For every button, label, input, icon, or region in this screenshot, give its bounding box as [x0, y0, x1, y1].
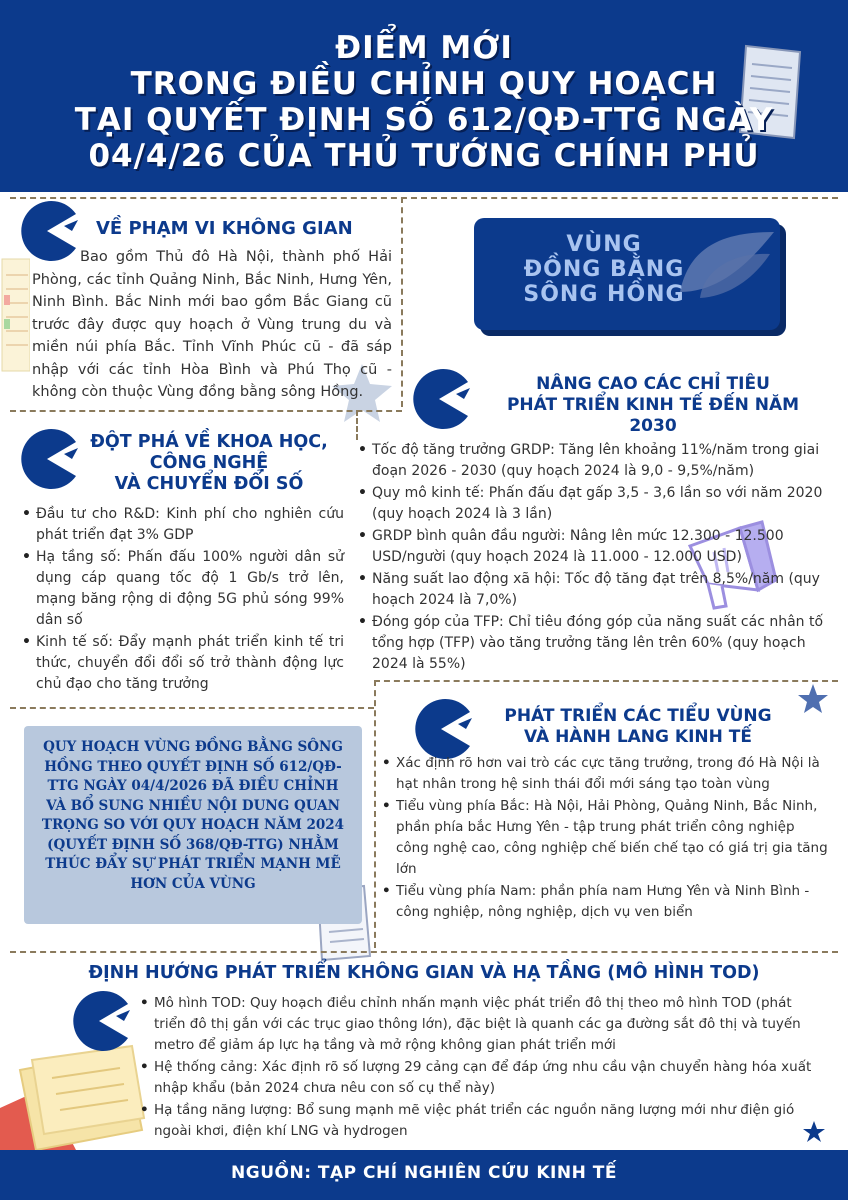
title-line: ĐIỂM MỚI [335, 30, 513, 66]
list-item: • Tốc độ tăng trưởng GRDP: Tăng lên khoảng 11%/năm trong giai đoạn 2026 - 2030 (quy hoạch 2024 là 9,0 - 9,5%/năm) [358, 440, 830, 482]
list-item: • Tiểu vùng phía Bắc: Hà Nội, Hải Phòng, Quảng Ninh, Bắc Ninh, phần phía bắc Hưng Yên - tập trung phát triển công nghiệp công nghệ cao, công nghiệp chế biến chế tạo có giá trị gia tăng lớn [382, 796, 830, 880]
title-line: TRONG ĐIỀU CHỈNH QUY HOẠCH [130, 66, 718, 102]
scope-text: Bao gồm Thủ đô Hà Nội, thành phố Hải Phòng, các tỉnh Quảng Ninh, Bắc Ninh, Hưng Yên, Ninh Bình. Bắc Ninh mới bao gồm Bắc Giang cũ trước đây được quy hoạch ở Vùng trung du và miền núi phía Bắc. Tỉnh Vĩnh Phúc cũ - đã sáp nhập với các tỉnh Hòa Bình và Phú Thọ cũ - không còn thuộc Vùng đồng bằng sông Hồng. [32, 249, 392, 400]
science-list [22, 504, 344, 696]
divider [356, 410, 358, 440]
region-name: VÙNG ĐỒNG BẰNG SÔNG HỒNG [523, 232, 685, 307]
header-banner [0, 0, 848, 192]
pacman-bullet-icon [408, 368, 470, 430]
economy-title: NÂNG CAO CÁC CHỈ TIÊU PHÁT TRIỂN KINH TẾ ĐẾN NĂM 2030 [506, 374, 800, 436]
summary-note-text: QUY HOẠCH VÙNG ĐỒNG BẰNG SÔNG HỒNG THEO QUYẾT ĐỊNH SỐ 612/QĐ-TTG NGÀY 04/4/2026 ĐÃ ĐIỀU CHỈNH VÀ BỔ SUNG NHIỀU NỘI DUNG QUAN TRỌNG SO VỚI QUY HOẠCH NĂM 2024 (QUYẾT ĐỊNH SỐ 368/QĐ-TTG) NHẰM THÚC ĐẨY SỰ PHÁT TRIỂN MẠNH MẼ HƠN CỦA VÙNG [41, 739, 345, 892]
divider [374, 680, 376, 948]
list-item: • Đầu tư cho R&D: Kinh phí cho nghiên cứu phát triển đạt 3% GDP [22, 504, 344, 546]
list-item: • Xác định rõ hơn vai trò các cực tăng trưởng, trong đó Hà Nội là hạt nhân trong hệ sinh thái đổi mới sáng tạo toàn vùng [382, 753, 830, 795]
star-icon [796, 682, 830, 716]
scope-title: VỀ PHẠM VI KHÔNG GIAN [96, 218, 353, 239]
list-item: • Kinh tế số: Đẩy mạnh phát triển kinh tế tri thức, chuyển đổi đổi số trở thành động lực chủ đạo cho tăng trưởng [22, 632, 344, 695]
divider [10, 410, 402, 412]
list-item: • Đóng góp của TFP: Chỉ tiêu đóng góp của năng suất các nhân tố tổng hợp (TFP) vào tăng trưởng tăng lên trên 60% (quy hoạch 2024 là 55%) [358, 612, 830, 675]
list-item: • Mô hình TOD: Quy hoạch điều chỉnh nhấn mạnh việc phát triển đô thị theo mô hình TOD (phát triển đô thị gắn với các trục giao thông lớn), đặc biệt là quanh các ga đường sắt đô thị và tuyến metro để giảm áp lực hạ tầng và mở rộng không gian phát triển mới [140, 993, 826, 1056]
subregions-title: PHÁT TRIỂN CÁC TIỂU VÙNG VÀ HÀNH LANG KINH TẾ [504, 706, 772, 747]
pacman-bullet-icon [68, 990, 130, 1052]
list-item: • Năng suất lao động xã hội: Tốc độ tăng đạt trên 8,5%/năm (quy hoạch 2024 là 7,0%) [358, 569, 830, 611]
divider [401, 197, 403, 407]
divider [374, 680, 838, 682]
list-item: • Quy mô kinh tế: Phấn đấu đạt gấp 3,5 - 3,6 lần so với năm 2020 (quy hoạch 2024 là 3 lần) [358, 483, 830, 525]
science-title: ĐỘT PHÁ VỀ KHOA HỌC, CÔNG NGHỆ VÀ CHUYỂN ĐỔI SỐ [90, 432, 328, 494]
footer [0, 1150, 848, 1200]
list-item: • Hạ tầng năng lượng: Bổ sung mạnh mẽ việc phát triển các nguồn năng lượng mới như điện gió ngoài khơi, điện khí LNG và hydrogen [140, 1100, 826, 1142]
economy-list [358, 440, 830, 676]
list-item: • GRDP bình quân đầu người: Nâng lên mức 12.300 - 12.500 USD/người (quy hoạch 2024 là 11.000 - 12.000 USD) [358, 526, 830, 568]
subregions-list [382, 753, 830, 924]
paper-stack-icon [0, 255, 30, 375]
divider [10, 197, 838, 199]
divider [10, 951, 838, 953]
infrastructure-list [140, 993, 826, 1143]
pacman-bullet-icon [410, 698, 472, 760]
pacman-bullet-icon [16, 428, 78, 490]
title-line: 04/4/26 CỦA THỦ TƯỚNG CHÍNH PHỦ [88, 138, 760, 174]
list-item: • Hạ tầng số: Phấn đấu 100% người dân sử dụng cáp quang tốc độ 1 Gb/s trở lên, mạng băng rộng di động 5G phủ sóng 99% dân số [22, 547, 344, 631]
title-line: TẠI QUYẾT ĐỊNH SỐ 612/QĐ-TTG NGÀY [74, 102, 774, 138]
list-item: • Tiểu vùng phía Nam: phần phía nam Hưng Yên và Ninh Bình - công nghiệp, nông nghiệp, dịch vụ ven biển [382, 881, 830, 923]
divider [10, 707, 374, 709]
infrastructure-title: ĐỊNH HƯỚNG PHÁT TRIỂN KHÔNG GIAN VÀ HẠ TẦNG (MÔ HÌNH TOD) [88, 963, 760, 983]
region-badge [474, 218, 780, 330]
list-item: • Hệ thống cảng: Xác định rõ số lượng 29 cảng cạn để đáp ứng nhu cầu vận chuyển hàng hóa xuất nhập khẩu (bản 2024 chưa nêu con số cụ thể này) [140, 1057, 826, 1099]
source-text: NGUỒN: TẠP CHÍ NGHIÊN CỨU KINH TẾ [231, 1163, 617, 1183]
page-title [20, 30, 828, 174]
summary-note [24, 726, 362, 924]
